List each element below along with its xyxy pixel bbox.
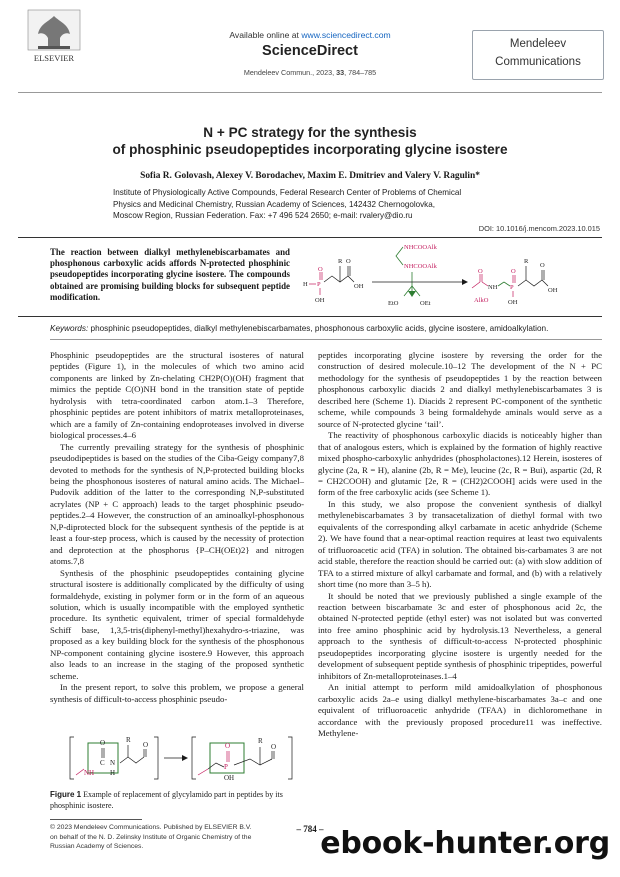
- sciencedirect-wordmark: ScienceDirect: [262, 43, 358, 59]
- svg-text:N: N: [110, 759, 116, 767]
- svg-text:NHCOOAlk: NHCOOAlk: [404, 244, 437, 251]
- page-number: – 784 –: [296, 824, 324, 834]
- svg-text:O: O: [318, 266, 323, 273]
- paragraph: It should be noted that we previously published a single example of the reaction between biscarbamate 3c and ester of phosphonous acid 2c, the obtained N-protected peptide (ethyl ester) was not isolated but was converted into free amino phosphinic acid by hydrolysis.13 Nevertheless, a general approach to the synthesis of difficult-to-access N-protected phosphinic pseudopeptides incorporating glycine isostere is urgently needed for the development of subsequent peptide synthesis of phosphinic tripeptides, powerful inhibitors of Zn-metalloproteinases.1–4: [318, 590, 602, 681]
- sciencedirect-link[interactable]: www.sciencedirect.com: [301, 30, 391, 40]
- paragraph: The currently prevailing strategy for the synthesis of phosphinic pseudodipeptides is based on the studies of the Ciba-Geigy company7,8 devoted to methods for the synthesis of N,P-protected building blocks being the phosphonous isosteres of natural amino acids. The Michael–Pudovik addition of the latter to the corresponding N,P-substituted acrylates (NP + C approach) leads to the target phosphinic pseudo-peptides.2–4 However, the construction of an aminoalkyl-phosphonous N,P-diprotected block for the subsequent synthesis of the peptide is at least a four-step process, which is caused by the necessity of protection and deprotection at the phosphorus {P–CH(OEt)2} and nitrogen atoms.7,8: [50, 441, 304, 567]
- divider: [18, 237, 602, 238]
- available-online: Available online at www.sciencedirect.com: [229, 30, 391, 40]
- paragraph: In the present report, to solve this problem, we propose a general synthesis of difficult-to-access phosphinic pseudo-: [50, 682, 304, 704]
- keywords: Keywords: phosphinic pseudopeptides, dialkyl methylenebiscarbamates, phosphonous carboxylic acids, glycine isostere, amidoalkylation.: [50, 324, 549, 333]
- svg-text:OH: OH: [508, 299, 518, 306]
- svg-text:OH: OH: [548, 287, 558, 294]
- svg-text:O: O: [271, 743, 277, 751]
- divider: [18, 316, 602, 317]
- svg-text:AlkO: AlkO: [474, 297, 489, 304]
- publisher-label: ELSEVIER: [33, 53, 75, 63]
- abstract: The reaction between dialkyl methylenebiscarbamates and phosphonous carboxylic acids affords N-protected phosphinic pseudopeptides incorporating glycine isostere. The compounds obtained are promising building blocks for subsequent peptide modification.: [50, 247, 290, 302]
- svg-text:R: R: [338, 258, 343, 265]
- svg-text:P: P: [510, 284, 514, 291]
- svg-text:R: R: [258, 737, 263, 745]
- svg-text:EtO: EtO: [388, 300, 399, 307]
- paragraph: peptides incorporating glycine isostere by reversing the order for the construction of desired molecule.10–12 The development of the N + PC methodology for the synthesis of pseudopeptides 1 by the reaction between phosphonous carboxylic diacids 2 and dialkyl methylenebiscarbamates 3 is described here (Scheme 1). Diacids 2 represent PC-component of the synthetic scheme, while compounds 3 being formaldehyde aminals would serve as a source of N-protected glycine ‘tail’.: [318, 350, 602, 429]
- affiliation: Institute of Physiologically Active Compounds, Federal Research Center of Problems of Chemical Physics and Medicinal Chemistry, Russian Academy of Sciences, 142432 Chernogolovka, Moscow Region, Russian Federation. Fax: +7 496 524 2650; e-mail: rvalery@dio.ru: [113, 188, 462, 220]
- svg-text:C: C: [100, 759, 105, 767]
- paragraph: Synthesis of the phosphinic pseudopeptides containing glycine structural isostere is additionally complicated by the difficulty of using formaldehyde, existing in polymer form or in the form of an aqueous solution, which is usually incompatible with the employed synthetic procedure. Its synthetic equivalent, trimer of special formaldehyde Schiff base, 1,3,5-tris(diphenyl-methyl)hexahydro-s-triazine, was proposed as a key building block for the synthesis of the phosphonous NP-component containing glycine isostere.9 However, this approach also leads to an increase in the staging of the proposed synthetic scheme.: [50, 567, 304, 681]
- doi[interactable]: DOI: 10.1016/j.mencom.2023.10.015: [478, 224, 600, 233]
- authors: Sofia R. Golovash, Alexey V. Borodachev, Maxim E. Dmitriev and Valery V. Ragulin*: [140, 171, 480, 181]
- svg-text:NHCOOAlk: NHCOOAlk: [404, 263, 437, 270]
- svg-text:O: O: [100, 739, 106, 747]
- svg-text:OH: OH: [315, 297, 325, 304]
- copyright-footnote: © 2023 Mendeleev Communications. Published by ELSEVIER B.V. on behalf of the N. D. Zelinsky Institute of Organic Chemistry of the Russian Academy of Sciences.: [50, 824, 252, 851]
- svg-text:R: R: [524, 258, 529, 265]
- body-column-left: [50, 350, 304, 705]
- svg-text:P: P: [224, 763, 228, 771]
- svg-text:NH: NH: [488, 284, 498, 291]
- svg-text:NH: NH: [84, 769, 95, 777]
- figure-1-diagram: [50, 731, 304, 785]
- article-title: N + PC strategy for the synthesis of phosphinic pseudopeptides incorporating glycine isostere: [112, 125, 508, 157]
- divider: [50, 339, 602, 340]
- divider: [18, 92, 602, 93]
- svg-text:P: P: [317, 281, 321, 288]
- paragraph: Phosphinic pseudopeptides are the structural isosteres of natural peptides (Figure 1), in the molecules of which two amino acid components are linked by Zn-chelating CH2P(O)(OH) fragment that mimics the peptide C(O)NH bond in the transition state of peptide hydrolysis with tetra-coordinated carbon atom.1–3 Therefore, phosphinic peptides are potent inhibitors of matrix metalloproteinases, which are a family of Zn-containing endoproteases involved in diverse biological processes.4–6: [50, 350, 304, 441]
- svg-text:O: O: [143, 741, 149, 749]
- journal-name-box: Mendeleev Communications: [472, 30, 604, 80]
- paragraph: The reactivity of phosphonous carboxylic diacids is noticeably higher than that of analogous esters, which is explained by the formation of highly reactive mixed phospho-carboxylic anhydrides (phospholactones).12 Herein, isosteres of glycine (2a, R = H), alanine (2b, R = Me), leucine (2c, R = Bui), aspartic (2d, R = CH2COOH) and glutamic [2e, R = (CH2)2COOH] acids were used in the form of the free carboxylic acids (see Scheme 1).: [318, 430, 602, 498]
- svg-text:O: O: [346, 258, 351, 265]
- svg-text:H: H: [110, 769, 116, 777]
- footnote-divider: [50, 819, 142, 820]
- citation: Mendeleev Commun., 2023, 33, 784–785: [243, 68, 377, 77]
- svg-text:O: O: [540, 262, 545, 269]
- svg-text:OH: OH: [354, 283, 364, 290]
- svg-text:OH: OH: [224, 774, 235, 782]
- svg-text:O: O: [511, 268, 516, 275]
- svg-text:OEt: OEt: [420, 300, 431, 307]
- body-column-right: [318, 350, 602, 739]
- elsevier-logo: [18, 8, 90, 66]
- watermark: ebook-hunter.org: [320, 826, 610, 861]
- svg-text:H: H: [303, 281, 308, 288]
- paragraph: An initial attempt to perform mild amidoalkylation of phosphonous carboxylic acids 2a–e using dialkyl methylene-biscarbamates 3a–c and one equivalent of trifluoroacetic anhydride (TFAA) in dichloromethane in accordance with the previously proposed procedure11 was ineffective. Methylene-: [318, 682, 602, 738]
- graphical-abstract-scheme: [300, 242, 600, 310]
- svg-text:O: O: [478, 268, 483, 275]
- svg-text:R: R: [126, 736, 131, 744]
- svg-text:O: O: [225, 742, 231, 750]
- paragraph: In this study, we also propose the convenient synthesis of dialkyl methylenebiscarbamates 3 by transacetalization of diethyl formal with two equivalents of the corresponding alkyl carbamate in acetic anhydride (Scheme 2). We have found that a near-optimal reaction requires at least two equivalents of trifluoroacetic acid (TFA) in solution. The obtained bis-carbamates 3 are not acid stable, therefore the reaction should be carried out: (a) with slow addition of TFA to a stirred mixture of alkyl carbamate and formal, and (b) with a relatively short time (no more than 3–5 h).: [318, 498, 602, 590]
- figure-1-caption: Figure 1 Example of replacement of glycylamido part in peptides by its phosphinic isostere.: [50, 790, 283, 810]
